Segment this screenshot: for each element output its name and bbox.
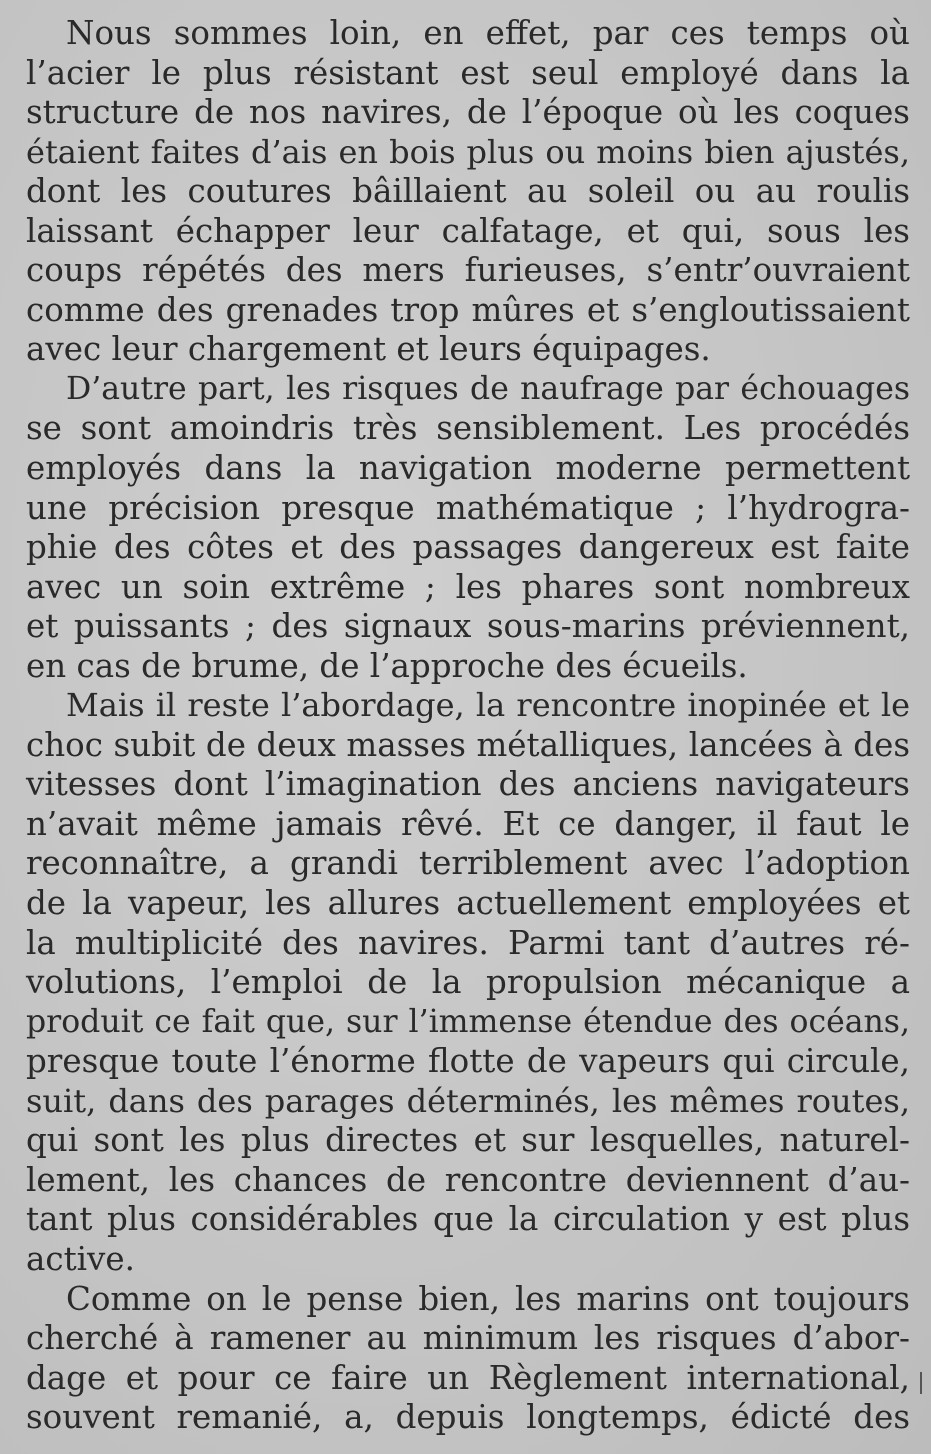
paragraph-1 <box>26 14 910 370</box>
text-line: volutions, l’emploi de la propulsion mécanique a <box>26 963 910 1002</box>
paragraph-3 <box>26 686 910 1279</box>
text-line: laissant échapper leur calfatage, et qui, sous les <box>26 211 910 250</box>
text-line: se sont amoindris très sensiblement. Les procédés <box>26 409 910 448</box>
text-line: avec leur chargement et leurs équipages. <box>26 330 711 369</box>
text-line: dage et pour ce faire un Règlement international, <box>26 1358 910 1397</box>
text-line: dont les coutures bâillaient au soleil ou au roulis <box>26 172 910 211</box>
text-line: cherché à ramener au minimum les risques d’abor- <box>26 1319 910 1358</box>
text-line: employés dans la navigation moderne permettent <box>26 449 910 488</box>
text-line: étaient faites d’ais en bois plus ou moins bien ajustés, <box>26 132 910 171</box>
text-line: presque toute l’énorme flotte de vapeurs qui circule, <box>26 1042 910 1081</box>
text-line: Comme on le pense bien, les marins ont toujours <box>66 1279 910 1318</box>
article-text <box>26 14 910 1438</box>
text-line: de la vapeur, les allures actuellement employées et <box>26 884 910 923</box>
text-line: et puissants ; des signaux sous-marins préviennent, <box>26 607 910 646</box>
text-line: comme des grenades trop mûres et s’engloutissaient <box>26 290 910 329</box>
text-line: structure de nos navires, de l’époque où les coques <box>26 93 910 132</box>
text-line: la multiplicité des navires. Parmi tant d’autres ré- <box>26 923 910 962</box>
text-line: tant plus considérables que la circulation y est plus <box>26 1200 910 1239</box>
text-line: avec un soin extrême ; les phares sont nombreux <box>26 567 910 606</box>
text-line: lement, les chances de rencontre deviennent d’au- <box>26 1160 910 1199</box>
text-line: n’avait même jamais rêvé. Et ce danger, il faut le <box>26 804 910 843</box>
text-line: vitesses dont l’imagination des anciens navigateurs <box>26 765 910 804</box>
text-line: reconnaître, a grandi terriblement avec l’adoption <box>26 844 910 883</box>
text-line: souvent remanié, a, depuis longtemps, édicté des <box>26 1398 910 1437</box>
text-line: Nous sommes loin, en effet, par ces temps où <box>66 14 910 52</box>
text-line: l’acier le plus résistant est seul employé dans la <box>26 53 910 92</box>
text-line: qui sont les plus directes et sur lesquelles, naturel- <box>26 1121 910 1160</box>
text-line: Mais il reste l’abordage, la rencontre inopinée et le <box>66 686 910 725</box>
text-line: phie des côtes et des passages dangereux est faite <box>26 528 910 567</box>
text-line: choc subit de deux masses métalliques, lancées à des <box>26 725 910 764</box>
text-line: une précision presque mathématique ; l’hydrogra- <box>26 488 910 527</box>
text-line: suit, dans des parages déterminés, les mêmes routes, <box>26 1081 910 1120</box>
text-line: active. <box>26 1239 135 1278</box>
text-line: en cas de brume, de l’approche des écueils. <box>26 646 748 685</box>
paragraph-2 <box>26 370 910 686</box>
text-line: D’autre part, les risques de naufrage par échouages <box>66 370 910 407</box>
text-line: produit ce fait que, sur l’immense étendue des océans, <box>26 1003 910 1040</box>
margin-mark <box>920 1372 922 1394</box>
text-line: coups répétés des mers furieuses, s’entr’ouvraient <box>26 251 910 290</box>
paragraph-4 <box>26 1280 910 1438</box>
